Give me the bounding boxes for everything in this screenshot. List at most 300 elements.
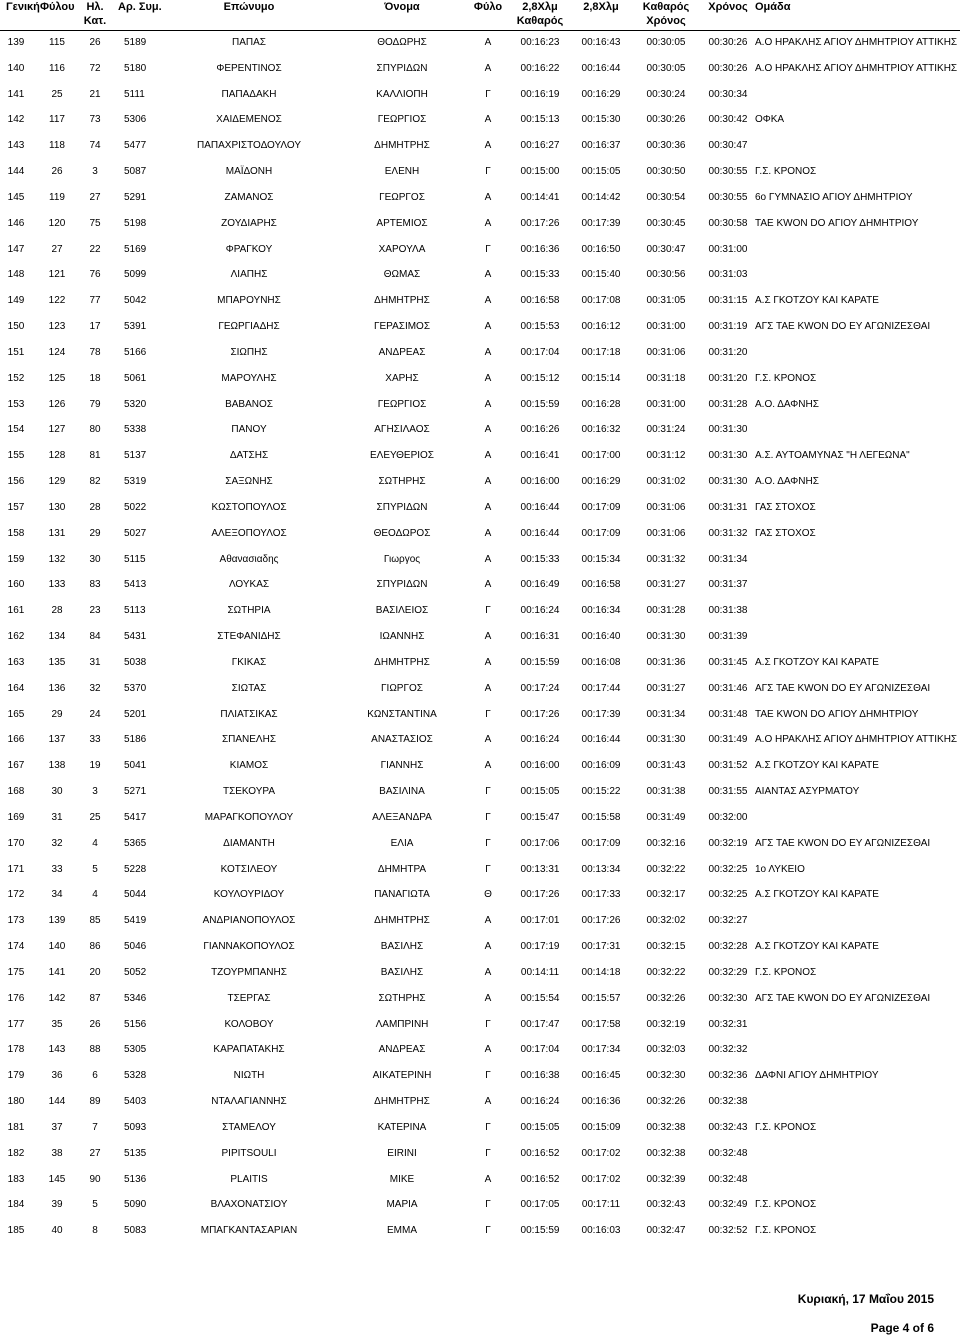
- header-team: Ομάδα: [755, 1, 791, 13]
- table-row: [0, 88, 960, 102]
- cell-split-net: 00:16:23: [520, 37, 560, 48]
- cell-name: ΑΝΔΡΕΑΣ: [378, 346, 426, 358]
- cell-name: ΧΑΡΗΣ: [385, 372, 419, 384]
- cell-name: ΓΕΩΡΓΙΟΣ: [377, 114, 427, 126]
- cell-gun-time: 00:31:45: [708, 656, 748, 668]
- cell-bib: 5403: [124, 1096, 147, 1108]
- table-row: [0, 940, 960, 954]
- cell-team: Γ.Σ. ΚΡΟΝΟΣ: [755, 1121, 817, 1133]
- cell-gun-time: 00:32:38: [708, 1096, 748, 1108]
- cell-split-gun: 00:15:14: [581, 372, 621, 384]
- cell-sex: Γ: [485, 1018, 491, 1030]
- cell-general-rank: 178: [7, 1044, 25, 1056]
- cell-general-rank: 162: [7, 631, 25, 643]
- cell-bib: 5370: [124, 682, 147, 694]
- cell-split-gun: 00:16:43: [581, 37, 621, 48]
- cell-split-gun: 00:16:09: [581, 760, 621, 772]
- cell-sex: Α: [484, 682, 492, 694]
- cell-surname: ΖΑΜΑΝΟΣ: [224, 191, 274, 203]
- cell-split-net: 00:17:05: [520, 1199, 560, 1211]
- cell-surname: ΑΛΕΞΟΠΟΥΛΟΣ: [211, 527, 287, 539]
- cell-name: ΘΟΔΩΡΗΣ: [377, 37, 427, 48]
- table-row: [0, 372, 960, 386]
- cell-gun-time: 00:32:43: [708, 1121, 748, 1133]
- cell-surname: ΠΑΝΟΥ: [231, 424, 267, 436]
- cell-general-rank: 166: [7, 734, 25, 746]
- cell-team: ΓΑΣ ΣΤΟΧΟΣ: [755, 527, 816, 539]
- cell-split-net: 00:17:04: [520, 1044, 560, 1056]
- cell-general-rank: 144: [7, 166, 25, 178]
- table-row: [0, 191, 960, 205]
- cell-gun-time: 00:31:30: [708, 450, 748, 462]
- cell-gender-rank: 142: [48, 992, 66, 1004]
- cell-team: 1ο ΛΥΚΕΙΟ: [755, 863, 805, 875]
- cell-split-gun: 00:16:37: [581, 140, 621, 152]
- cell-split-net: 00:16:44: [520, 501, 560, 513]
- cell-age-rank: 25: [89, 811, 101, 823]
- cell-bib: 5022: [124, 501, 147, 513]
- cell-net-time: 00:31:06: [646, 501, 686, 513]
- cell-age-rank: 8: [92, 1225, 98, 1237]
- cell-split-net: 00:17:06: [520, 837, 560, 849]
- cell-split-gun: 00:16:40: [581, 631, 621, 643]
- cell-name: ΕΜΜΑ: [387, 1225, 417, 1237]
- cell-sex: Α: [484, 424, 492, 436]
- cell-team: Γ.Σ. ΚΡΟΝΟΣ: [755, 1199, 817, 1211]
- cell-split-gun: 00:16:45: [581, 1070, 621, 1082]
- cell-bib: 5111: [124, 88, 145, 100]
- cell-net-time: 00:32:22: [646, 863, 686, 875]
- cell-net-time: 00:30:45: [646, 217, 686, 229]
- cell-age-rank: 32: [89, 682, 101, 694]
- cell-name: ΛΑΜΠΡΙΝΗ: [375, 1018, 429, 1030]
- cell-split-net: 00:16:00: [520, 760, 560, 772]
- table-row: [0, 243, 960, 257]
- cell-bib: 5087: [124, 166, 147, 178]
- cell-surname: ΛΟΥΚΑΣ: [228, 579, 270, 591]
- cell-net-time: 00:31:00: [646, 398, 686, 410]
- cell-name: Γιωργος: [383, 553, 421, 565]
- cell-bib: 5306: [124, 114, 147, 126]
- cell-sex: Γ: [485, 837, 491, 849]
- cell-name: ΘΩΜΑΣ: [383, 269, 421, 281]
- cell-surname: ΤΖΟΥΡΜΠΑΝΗΣ: [211, 966, 287, 978]
- cell-general-rank: 185: [7, 1225, 25, 1237]
- cell-split-gun: 00:16:44: [581, 734, 621, 746]
- cell-general-rank: 155: [7, 450, 25, 462]
- cell-split-gun: 00:16:32: [581, 424, 621, 436]
- cell-split-net: 00:15:59: [520, 398, 560, 410]
- cell-gender-rank: 141: [48, 966, 66, 978]
- cell-surname: ΓΙΑΝΝΑΚΟΠΟΥΛΟΣ: [203, 941, 295, 953]
- cell-gender-rank: 134: [48, 631, 66, 643]
- cell-sex: Α: [484, 553, 492, 565]
- cell-general-rank: 163: [7, 656, 25, 668]
- table-row: [0, 501, 960, 515]
- cell-split-gun: 00:17:31: [581, 941, 621, 953]
- cell-sex: Α: [484, 450, 492, 462]
- cell-split-gun: 00:16:44: [581, 62, 621, 74]
- cell-gender-rank: 143: [48, 1044, 66, 1056]
- cell-net-time: 00:32:47: [646, 1225, 686, 1237]
- cell-split-gun: 00:17:26: [581, 915, 621, 927]
- cell-sex: Α: [484, 941, 492, 953]
- cell-general-rank: 156: [7, 476, 25, 488]
- cell-net-time: 00:31:49: [646, 811, 686, 823]
- cell-net-time: 00:32:30: [646, 1070, 686, 1082]
- cell-name: ΚΑΤΕΡΙΝΑ: [377, 1121, 427, 1133]
- header-gender-category: Φύλου: [40, 1, 75, 13]
- cell-split-net: 00:16:24: [520, 605, 560, 617]
- cell-gun-time: 00:32:32: [708, 1044, 748, 1056]
- cell-sex: Γ: [485, 863, 491, 875]
- cell-split-net: 00:14:11: [520, 966, 560, 978]
- cell-age-rank: 90: [89, 1173, 101, 1185]
- table-row: [0, 527, 960, 541]
- cell-gender-rank: 40: [51, 1225, 63, 1237]
- cell-team: Α.Ο. ΔΑΦΝΗΣ: [755, 398, 819, 410]
- cell-split-net: 00:16:31: [520, 631, 560, 643]
- cell-general-rank: 177: [7, 1018, 25, 1030]
- cell-team: ΤΑΕ KWON DO ΑΓΙΟΥ ΔΗΜΗΤΡΙΟΥ: [755, 708, 919, 720]
- cell-split-gun: 00:17:39: [581, 708, 621, 720]
- cell-age-rank: 76: [89, 269, 101, 281]
- cell-gender-rank: 133: [48, 579, 66, 591]
- cell-sex: Γ: [485, 1199, 491, 1211]
- cell-gun-time: 00:31:20: [708, 372, 748, 384]
- cell-surname: ΜΑΪΔΟΝΗ: [225, 166, 273, 178]
- cell-split-gun: 00:15:09: [581, 1121, 621, 1133]
- cell-split-net: 00:15:47: [520, 811, 560, 823]
- cell-surname: ΚΑΡΑΠΑΤΑΚΗΣ: [213, 1044, 285, 1056]
- cell-general-rank: 149: [7, 295, 25, 307]
- cell-name: ΓΙΑΝΝΗΣ: [380, 760, 424, 772]
- table-row: [0, 553, 960, 567]
- cell-age-rank: 21: [89, 88, 101, 100]
- table-row: [0, 604, 960, 618]
- cell-gun-time: 00:32:28: [708, 941, 748, 953]
- cell-age-rank: 31: [89, 656, 101, 668]
- cell-bib: 5099: [124, 269, 147, 281]
- cell-name: ΕΛΙΑ: [390, 837, 414, 849]
- cell-net-time: 00:32:16: [646, 837, 686, 849]
- cell-sex: Γ: [485, 1070, 491, 1082]
- cell-age-rank: 27: [89, 1147, 101, 1159]
- cell-gun-time: 00:32:52: [708, 1225, 748, 1237]
- cell-split-net: 00:17:19: [520, 941, 560, 953]
- cell-bib: 5413: [124, 579, 147, 591]
- cell-sex: Γ: [485, 708, 491, 720]
- cell-gender-rank: 31: [51, 811, 63, 823]
- cell-net-time: 00:31:28: [646, 605, 686, 617]
- cell-sex: Α: [484, 501, 492, 513]
- cell-general-rank: 168: [7, 786, 25, 798]
- cell-age-rank: 26: [89, 37, 101, 48]
- cell-team: Γ.Σ. ΚΡΟΝΟΣ: [755, 966, 817, 978]
- cell-general-rank: 141: [7, 88, 25, 100]
- cell-gender-rank: 119: [49, 191, 65, 203]
- cell-split-gun: 00:15:58: [581, 811, 621, 823]
- cell-net-time: 00:31:02: [646, 476, 686, 488]
- cell-surname: Αθανασιαδης: [219, 553, 279, 565]
- cell-gender-rank: 27: [51, 243, 63, 255]
- cell-team: 6ο ΓΥΜΝΑΣΙΟ ΑΓΙΟΥ ΔΗΜΗΤΡΙΟΥ: [755, 191, 913, 203]
- table-row: [0, 113, 960, 127]
- cell-split-gun: 00:15:40: [581, 269, 621, 281]
- cell-net-time: 00:31:27: [646, 579, 686, 591]
- cell-general-rank: 182: [7, 1147, 25, 1159]
- cell-gun-time: 00:31:28: [708, 398, 748, 410]
- cell-sex: Γ: [485, 1225, 491, 1237]
- cell-gun-time: 00:30:55: [708, 191, 748, 203]
- cell-gun-time: 00:32:27: [708, 915, 748, 927]
- cell-surname: ΣΑΞΩΝΗΣ: [225, 476, 273, 488]
- cell-general-rank: 148: [7, 269, 25, 281]
- cell-bib: 5083: [124, 1225, 147, 1237]
- cell-age-rank: 89: [89, 1096, 101, 1108]
- cell-surname: PIPITSOULI: [221, 1147, 277, 1159]
- cell-split-net: 00:17:24: [520, 682, 560, 694]
- cell-surname: ΜΠΑΡΟΥΝΗΣ: [217, 295, 281, 307]
- cell-general-rank: 151: [7, 346, 25, 358]
- cell-team: Α.Σ ΓΚΟΤΖΟΥ ΚΑΙ ΚΑΡΑΤΕ: [755, 656, 879, 668]
- cell-net-time: 00:32:15: [646, 941, 686, 953]
- cell-sex: Γ: [485, 88, 491, 100]
- cell-sex: Α: [484, 269, 492, 281]
- cell-age-rank: 4: [92, 837, 98, 849]
- cell-general-rank: 179: [7, 1070, 25, 1082]
- cell-surname: ΛΙΑΠΗΣ: [230, 269, 268, 281]
- cell-net-time: 00:30:54: [646, 191, 686, 203]
- cell-sex: Γ: [485, 811, 491, 823]
- cell-gun-time: 00:32:48: [708, 1147, 748, 1159]
- cell-sex: Α: [484, 37, 492, 48]
- cell-split-net: 00:15:13: [520, 114, 560, 126]
- cell-gender-rank: 145: [48, 1173, 66, 1185]
- cell-gun-time: 00:31:39: [708, 631, 748, 643]
- cell-team: Α.Σ ΓΚΟΤΖΟΥ ΚΑΙ ΚΑΡΑΤΕ: [755, 941, 879, 953]
- cell-sex: Α: [484, 631, 492, 643]
- cell-sex: Α: [484, 1173, 492, 1185]
- cell-name: ΚΑΛΛΙΟΠΗ: [376, 88, 428, 100]
- table-row: [0, 268, 960, 282]
- cell-split-gun: 00:17:09: [581, 527, 621, 539]
- cell-name: ΒΑΣΙΛΙΝΑ: [379, 786, 425, 798]
- cell-gun-time: 00:31:03: [708, 269, 748, 281]
- cell-net-time: 00:32:38: [646, 1121, 686, 1133]
- cell-age-rank: 78: [89, 346, 101, 358]
- cell-gun-time: 00:31:20: [708, 346, 748, 358]
- cell-gun-time: 00:31:15: [708, 295, 748, 307]
- cell-name: ΑΛΕΞΑΝΔΡΑ: [372, 811, 432, 823]
- cell-split-gun: 00:17:09: [581, 837, 621, 849]
- cell-gender-rank: 121: [48, 269, 66, 281]
- cell-split-net: 00:15:54: [520, 992, 560, 1004]
- cell-gender-rank: 135: [48, 656, 66, 668]
- cell-surname: ΚΟΛΟΒΟΥ: [224, 1018, 274, 1030]
- cell-sex: Γ: [485, 786, 491, 798]
- cell-gun-time: 00:32:49: [708, 1199, 748, 1211]
- cell-split-net: 00:15:00: [520, 166, 560, 178]
- cell-age-rank: 88: [89, 1044, 101, 1056]
- cell-split-net: 00:15:33: [520, 553, 560, 565]
- cell-name: ΧΑΡΟΥΛΑ: [378, 243, 426, 255]
- header-bib: Αρ. Συμ.: [118, 1, 162, 13]
- footer-page-number: Page 4 of 6: [870, 1321, 934, 1335]
- header-divider: [0, 30, 960, 31]
- cell-gun-time: 00:32:00: [708, 811, 748, 823]
- cell-sex: Α: [484, 966, 492, 978]
- cell-split-gun: 00:16:29: [581, 88, 621, 100]
- cell-general-rank: 176: [7, 992, 25, 1004]
- table-row: [0, 294, 960, 308]
- cell-team: Γ.Σ. ΚΡΟΝΟΣ: [755, 372, 817, 384]
- cell-net-time: 00:30:56: [646, 269, 686, 281]
- cell-bib: 5201: [124, 708, 147, 720]
- cell-name: ΣΩΤΗΡΗΣ: [378, 476, 426, 488]
- cell-net-time: 00:32:38: [646, 1147, 686, 1159]
- cell-sex: Α: [484, 372, 492, 384]
- cell-general-rank: 161: [7, 605, 25, 617]
- cell-bib: 5169: [124, 243, 147, 255]
- cell-bib: 5046: [124, 941, 147, 953]
- cell-net-time: 00:32:02: [646, 915, 686, 927]
- cell-gun-time: 00:30:47: [708, 140, 748, 152]
- cell-bib: 5365: [124, 837, 147, 849]
- cell-bib: 5135: [124, 1147, 147, 1159]
- cell-gun-time: 00:31:55: [708, 786, 748, 798]
- header-age-category-line2: Κατ.: [83, 15, 107, 27]
- cell-gun-time: 00:32:36: [708, 1070, 748, 1082]
- cell-net-time: 00:31:38: [646, 786, 686, 798]
- cell-general-rank: 172: [7, 889, 25, 901]
- cell-general-rank: 183: [7, 1173, 25, 1185]
- cell-surname: ΧΑΙΔΕΜΕΝΟΣ: [216, 114, 282, 126]
- cell-sex: Α: [484, 734, 492, 746]
- cell-surname: PLAITIS: [230, 1173, 268, 1185]
- cell-net-time: 00:31:27: [646, 682, 686, 694]
- cell-gender-rank: 129: [48, 476, 66, 488]
- cell-split-gun: 00:16:50: [581, 243, 621, 255]
- cell-net-time: 00:31:24: [646, 424, 686, 436]
- cell-split-gun: 00:17:11: [581, 1199, 621, 1211]
- cell-general-rank: 165: [7, 708, 25, 720]
- cell-split-gun: 00:15:57: [581, 992, 621, 1004]
- table-row: [0, 346, 960, 360]
- header-surname: Επώνυμο: [223, 1, 275, 13]
- cell-name: ΒΑΣΙΛΗΣ: [380, 941, 424, 953]
- cell-sex: Α: [484, 992, 492, 1004]
- cell-net-time: 00:31:06: [646, 346, 686, 358]
- cell-split-gun: 00:17:39: [581, 217, 621, 229]
- cell-age-rank: 17: [89, 321, 101, 333]
- cell-sex: Θ: [484, 889, 492, 901]
- cell-surname: ΣΠΑΝΕΛΗΣ: [221, 734, 277, 746]
- cell-gender-rank: 33: [51, 863, 63, 875]
- cell-bib: 5271: [124, 786, 147, 798]
- cell-team: ΑΓΣ ΤΑΕ KWON DO ΕΥ ΑΓΩΝΙΖΕΣΘΑΙ: [755, 837, 931, 849]
- cell-name: ΘΕΟΔΩΡΟΣ: [373, 527, 431, 539]
- cell-general-rank: 150: [7, 321, 25, 333]
- cell-bib: 5417: [124, 811, 147, 823]
- cell-age-rank: 86: [89, 941, 101, 953]
- cell-age-rank: 5: [92, 863, 98, 875]
- table-row: [0, 863, 960, 877]
- table-row: [0, 992, 960, 1006]
- cell-surname: ΚΟΤΣΙΛΕΟΥ: [220, 863, 278, 875]
- table-row: [0, 733, 960, 747]
- cell-name: ΔΗΜΗΤΡΗΣ: [374, 140, 430, 152]
- cell-sex: Α: [484, 62, 492, 74]
- cell-name: ΣΠΥΡΙΔΩΝ: [376, 579, 428, 591]
- cell-surname: ΠΑΠΑΧΡΙΣΤΟΔΟΥΛΟΥ: [196, 140, 302, 152]
- cell-split-gun: 00:15:22: [581, 786, 621, 798]
- cell-sex: Γ: [485, 1121, 491, 1133]
- cell-sex: Γ: [485, 1147, 491, 1159]
- cell-split-net: 00:15:33: [520, 269, 560, 281]
- table-row: [0, 682, 960, 696]
- cell-gun-time: 00:31:30: [708, 424, 748, 436]
- cell-general-rank: 170: [7, 837, 25, 849]
- cell-surname: ΤΣΕΚΟΥΡΑ: [222, 786, 276, 798]
- cell-general-rank: 184: [7, 1199, 25, 1211]
- cell-name: ΣΩΤΗΡΗΣ: [378, 992, 426, 1004]
- cell-age-rank: 24: [89, 708, 101, 720]
- table-row: [0, 1198, 960, 1212]
- cell-surname: ΣΤΑΜΕΛΟΥ: [222, 1121, 276, 1133]
- cell-split-net: 00:15:59: [520, 656, 560, 668]
- cell-age-rank: 7: [92, 1121, 98, 1133]
- table-row: [0, 1018, 960, 1032]
- cell-gender-rank: 125: [48, 372, 66, 384]
- cell-split-net: 00:17:47: [520, 1018, 560, 1030]
- cell-sex: Α: [484, 398, 492, 410]
- cell-surname: ΒΛΑΧΟΝΑΤΣΙΟΥ: [210, 1199, 288, 1211]
- cell-gender-rank: 32: [51, 837, 63, 849]
- cell-gender-rank: 35: [51, 1018, 63, 1030]
- cell-surname: ΔΙΑΜΑΝΤΗ: [223, 837, 275, 849]
- cell-general-rank: 164: [7, 682, 25, 694]
- cell-team: Α.Ο ΗΡΑΚΛΗΣ ΑΓΙΟΥ ΔΗΜΗΤΡΙΟΥ ΑΤΤΙΚΗΣ: [755, 37, 958, 48]
- header-sex: Φύλο: [473, 1, 503, 13]
- cell-sex: Α: [484, 217, 492, 229]
- cell-gender-rank: 127: [48, 424, 66, 436]
- cell-general-rank: 159: [7, 553, 25, 565]
- cell-name: ΔΗΜΗΤΡΗΣ: [374, 295, 430, 307]
- cell-net-time: 00:32:39: [646, 1173, 686, 1185]
- cell-team: ΤΑΕ KWON DO ΑΓΙΟΥ ΔΗΜΗΤΡΙΟΥ: [755, 217, 919, 229]
- cell-net-time: 00:30:05: [646, 37, 686, 48]
- cell-split-gun: 00:16:03: [581, 1225, 621, 1237]
- cell-sex: Γ: [485, 243, 491, 255]
- cell-team: ΓΑΣ ΣΤΟΧΟΣ: [755, 501, 816, 513]
- cell-general-rank: 153: [7, 398, 25, 410]
- table-row: [0, 62, 960, 76]
- cell-gender-rank: 136: [48, 682, 66, 694]
- cell-team: Α.Σ ΓΚΟΤΖΟΥ ΚΑΙ ΚΑΡΑΤΕ: [755, 760, 879, 772]
- cell-split-net: 00:13:31: [520, 863, 560, 875]
- cell-gun-time: 00:32:19: [708, 837, 748, 849]
- cell-gender-rank: 26: [51, 166, 63, 178]
- cell-gun-time: 00:31:37: [708, 579, 748, 591]
- cell-split-gun: 00:15:05: [581, 166, 621, 178]
- cell-net-time: 00:30:36: [646, 140, 686, 152]
- cell-gun-time: 00:32:30: [708, 992, 748, 1004]
- cell-general-rank: 175: [7, 966, 25, 978]
- cell-age-rank: 80: [89, 424, 101, 436]
- cell-split-net: 00:16:52: [520, 1147, 560, 1159]
- cell-name: ΜΑΡΙΑ: [386, 1199, 418, 1211]
